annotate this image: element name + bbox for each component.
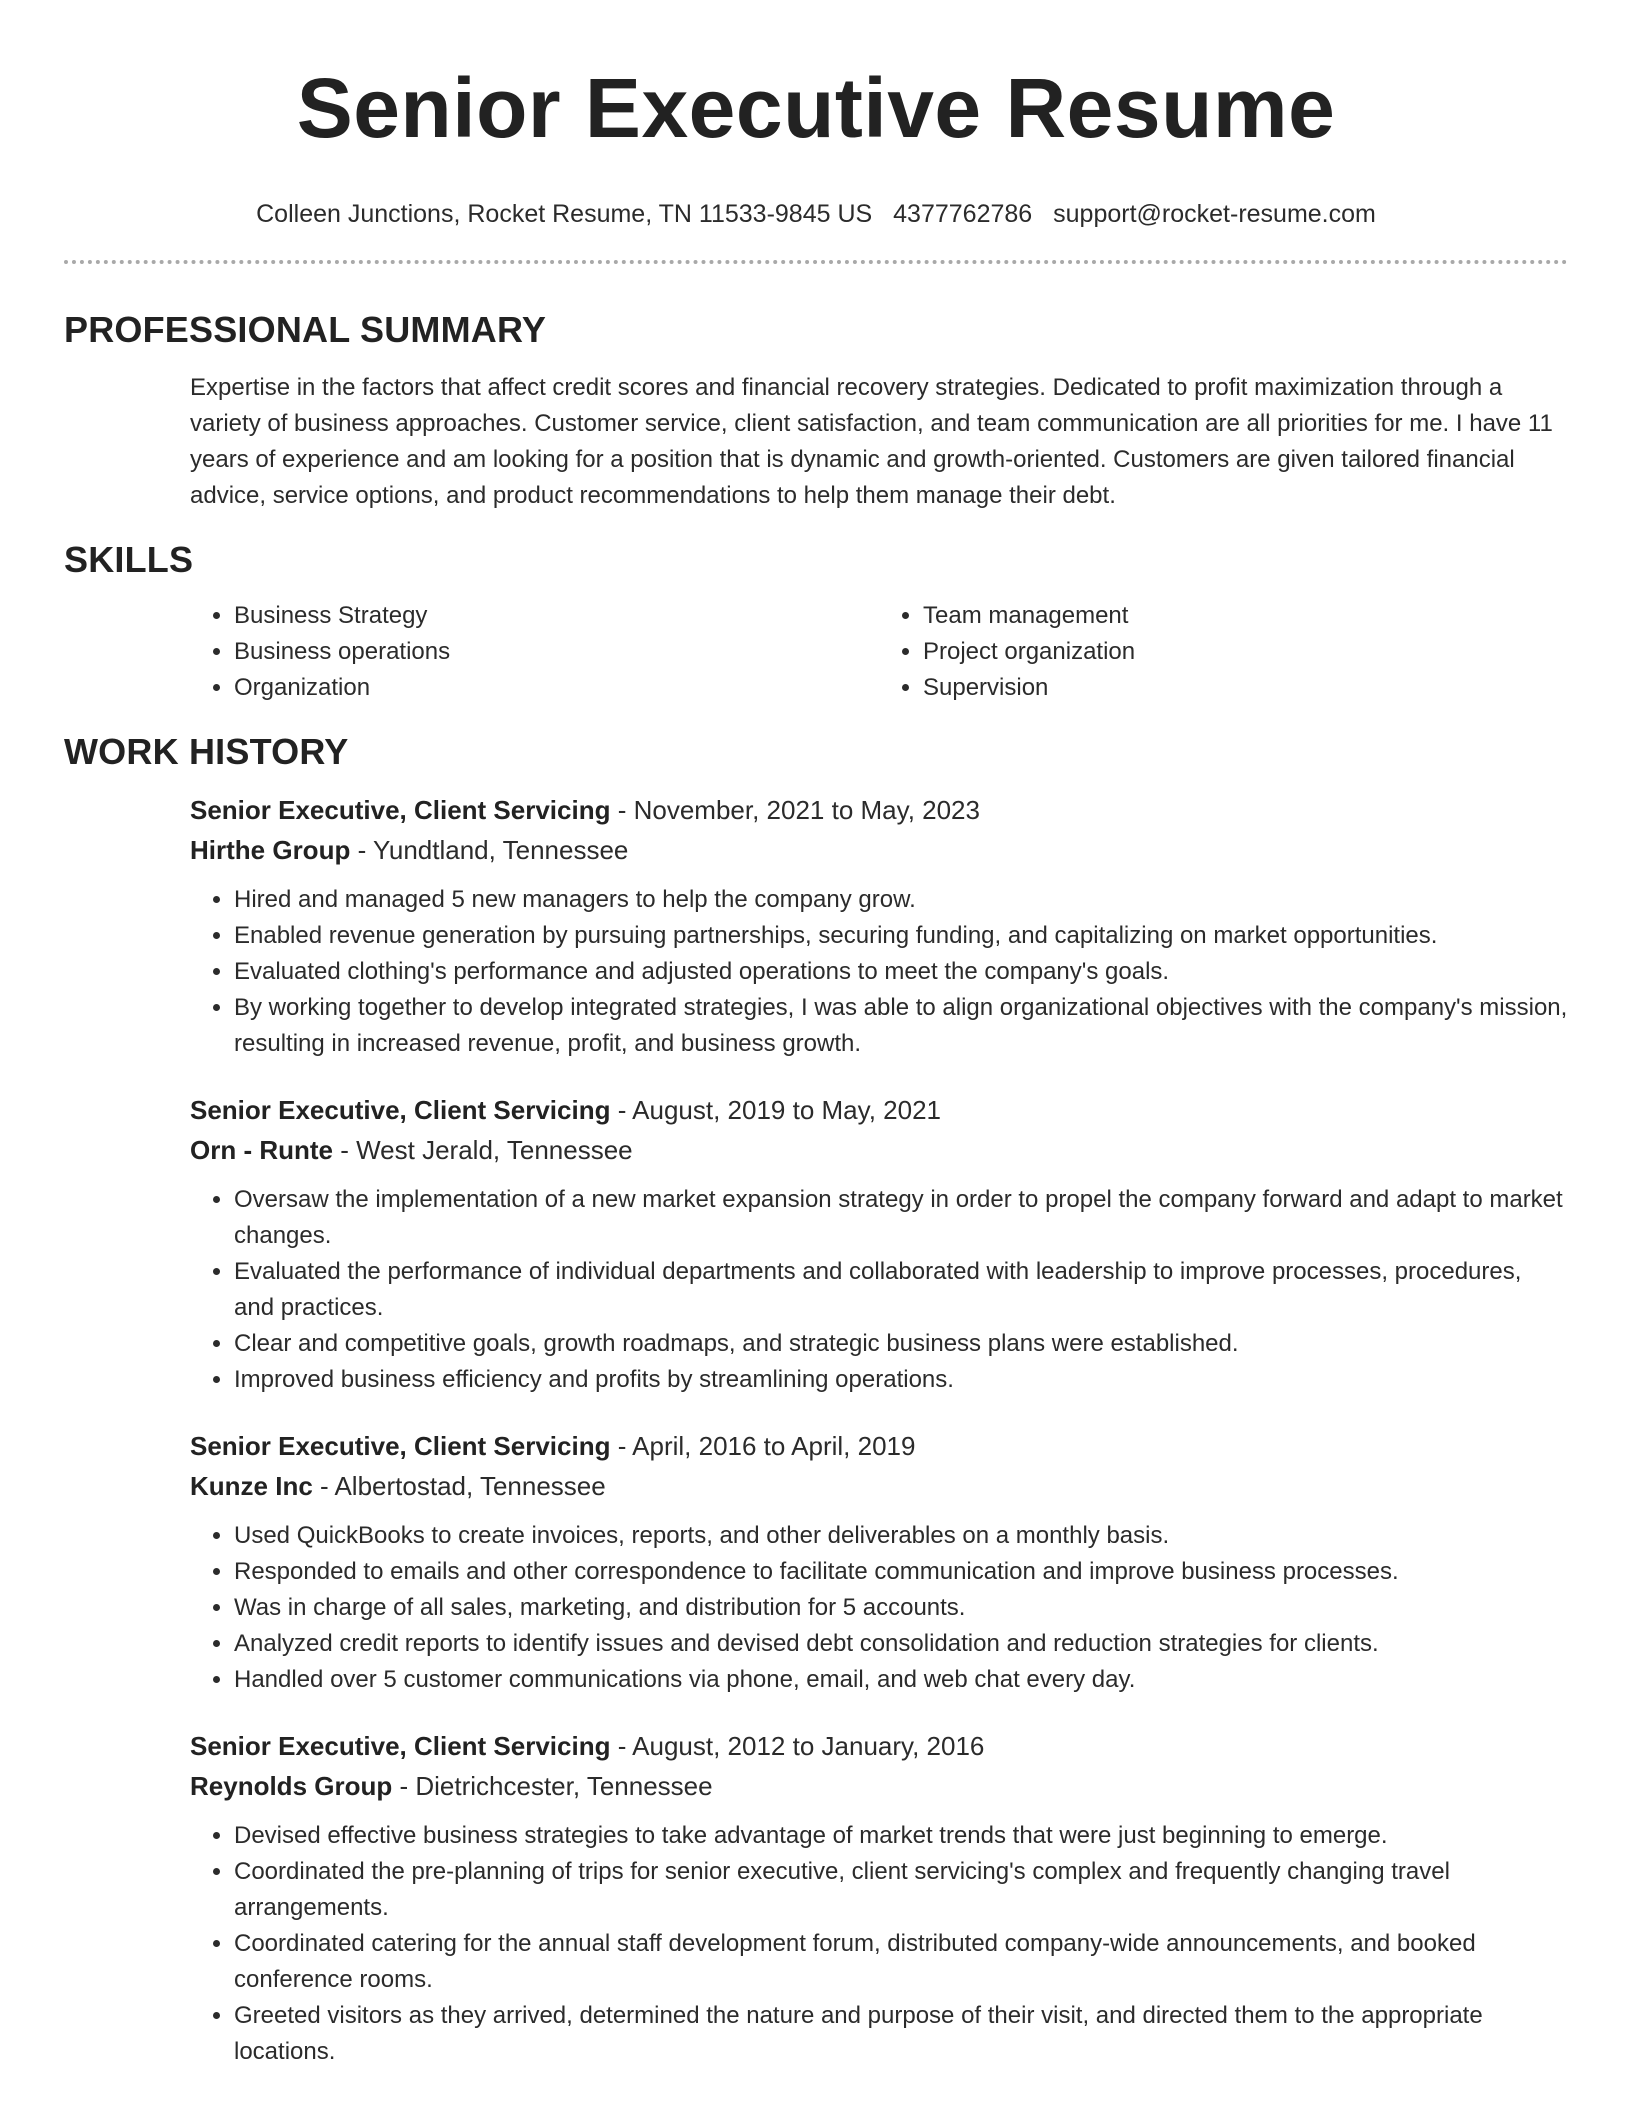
contact-phone: 4377762786 (893, 200, 1033, 228)
job-bullet: • Devised effective business strategies to take advantage of market trends that were just beginning to emerge. (234, 1818, 1568, 1854)
job-location: - West Jerald, Tennessee (333, 1135, 633, 1165)
job-title-line (190, 790, 1568, 830)
job-title-line (190, 1090, 1568, 1130)
job-entry (190, 1726, 1568, 2070)
job-entry (190, 1426, 1568, 1698)
job-bullet: • Enabled revenue generation by pursuing partnerships, securing funding, and capitalizing on market opportunities. (234, 918, 1568, 954)
job-bullets (190, 882, 1568, 1062)
skill-item: • Project organization (923, 634, 1568, 670)
skills-heading: SKILLS (64, 539, 194, 580)
contact-email: support@rocket-resume.com (1053, 200, 1376, 228)
job-bullet: • Coordinated the pre-planning of trips for senior executive, client servicing's complex and frequently changing travel arrangements. (234, 1854, 1568, 1926)
job-role: Senior Executive, Client Servicing (190, 1431, 611, 1461)
job-company: Hirthe Group (190, 835, 351, 865)
job-bullets (190, 1518, 1568, 1698)
header-divider (64, 260, 1568, 264)
job-bullet: • By working together to develop integrated strategies, I was able to align organizational objectives with the company's mission, resulting in increased revenue, profit, and business growth. (234, 990, 1568, 1062)
job-company-line (190, 1466, 1568, 1506)
job-bullet: • Coordinated catering for the annual staff development forum, distributed company-wide announcements, and booked conference rooms. (234, 1926, 1568, 1998)
job-location: - Dietrichcester, Tennessee (392, 1771, 713, 1801)
skill-item: • Business Strategy (234, 598, 879, 634)
skill-item: • Team management (923, 598, 1568, 634)
job-bullet: • Analyzed credit reports to identify issues and devised debt consolidation and reduction strategies for clients. (234, 1626, 1568, 1662)
job-role: Senior Executive, Client Servicing (190, 795, 611, 825)
resume-title: Senior Executive Resume (296, 61, 1336, 155)
job-bullet: • Evaluated clothing's performance and adjusted operations to meet the company's goals. (234, 954, 1568, 990)
job-bullet: • Used QuickBooks to create invoices, reports, and other deliverables on a monthly basis. (234, 1518, 1568, 1554)
job-company: Kunze Inc (190, 1471, 313, 1501)
job-company: Reynolds Group (190, 1771, 393, 1801)
job-bullet: • Handled over 5 customer communications via phone, email, and web chat every day. (234, 1662, 1568, 1698)
job-bullet: • Was in charge of all sales, marketing, and distribution for 5 accounts. (234, 1590, 1568, 1626)
skill-item: • Supervision (923, 670, 1568, 706)
job-bullet: • Evaluated the performance of individual departments and collaborated with leadership to improve processes, procedures, and practices. (234, 1254, 1568, 1326)
job-role: Senior Executive, Client Servicing (190, 1731, 611, 1761)
job-dates: - August, 2019 to May, 2021 (610, 1095, 941, 1125)
job-dates: - November, 2021 to May, 2023 (610, 795, 980, 825)
job-bullet: • Greeted visitors as they arrived, determined the nature and purpose of their visit, and directed them to the appropriate locations. (234, 1998, 1568, 2070)
skill-item: • Organization (234, 670, 879, 706)
work-history-heading: WORK HISTORY (64, 731, 349, 772)
job-bullet: • Hired and managed 5 new managers to help the company grow. (234, 882, 1568, 918)
job-company-line (190, 1766, 1568, 1806)
job-location: - Yundtland, Tennessee (350, 835, 629, 865)
job-title-line (190, 1726, 1568, 1766)
skills-column-right (879, 598, 1568, 706)
job-bullet: • Improved business efficiency and profits by streamlining operations. (234, 1362, 1568, 1398)
job-bullets (190, 1182, 1568, 1398)
job-company-line (190, 1130, 1568, 1170)
job-bullet: • Oversaw the implementation of a new market expansion strategy in order to propel the company forward and adapt to market changes. (234, 1182, 1568, 1254)
contact-address: Colleen Junctions, Rocket Resume, TN 11533-9845 US (256, 200, 873, 228)
contact-line (64, 198, 1568, 230)
job-entry (190, 1090, 1568, 1398)
job-location: - Albertostad, Tennessee (312, 1471, 606, 1501)
job-dates: - August, 2012 to January, 2016 (610, 1731, 985, 1761)
job-bullet: • Responded to emails and other correspondence to facilitate communication and improve business processes. (234, 1554, 1568, 1590)
job-bullets (190, 1818, 1568, 2070)
summary-heading: PROFESSIONAL SUMMARY (64, 309, 547, 350)
job-role: Senior Executive, Client Servicing (190, 1095, 611, 1125)
skill-item: • Business operations (234, 634, 879, 670)
skills-list (190, 598, 1568, 706)
skills-column-left (190, 598, 879, 706)
job-entry (190, 790, 1568, 1062)
job-company-line (190, 830, 1568, 870)
summary-text: Expertise in the factors that affect credit scores and financial recovery strategies. Dedicated to profit maximization through a variety of business approaches. Customer service, client satisfaction, and team communication are all priorities for me. I have 11 years of experience and am looking for a position that is dynamic and growth-oriented. Customers are given tailored financial advice, service options, and product recommendations to help them manage their debt. (190, 374, 1553, 509)
job-dates: - April, 2016 to April, 2019 (610, 1431, 916, 1461)
job-title-line (190, 1426, 1568, 1466)
job-company: Orn - Runte (190, 1135, 333, 1165)
job-bullet: • Clear and competitive goals, growth roadmaps, and strategic business plans were established. (234, 1326, 1568, 1362)
